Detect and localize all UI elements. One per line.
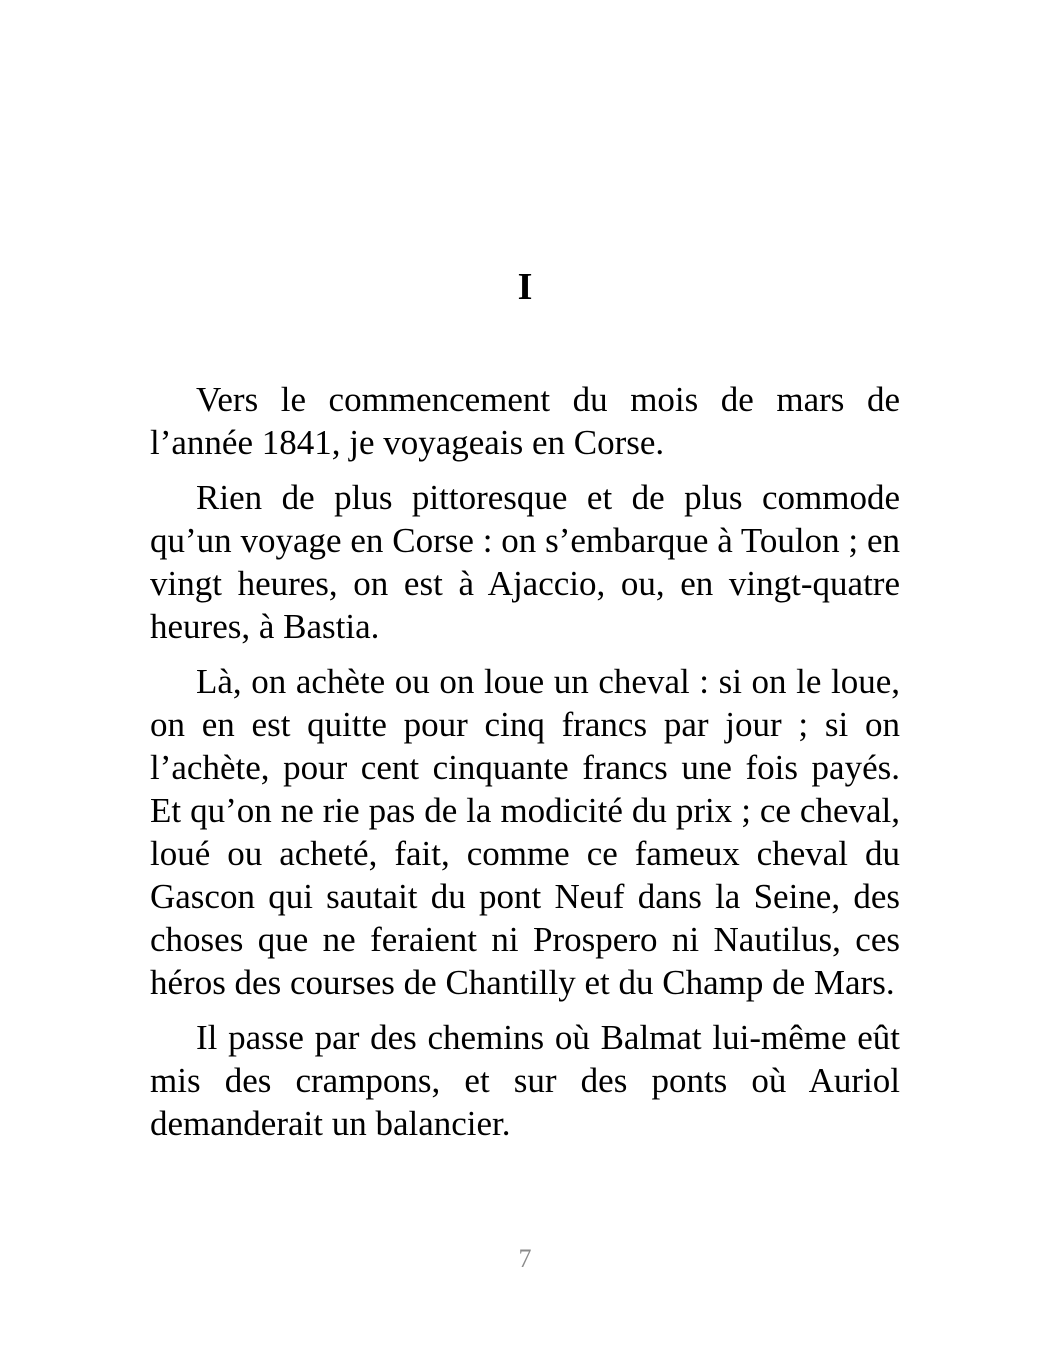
paragraph-3: Là, on achète ou on loue un cheval : si on le loue, on en est quitte pour cinq francs par jour ; si on l’achète, pour cent cinquante francs une fois payés. Et qu’on ne rie pas de la modicité du prix ; ce cheval, loué ou acheté, fait, comme ce fameux cheval du Gascon qui sautait du pont Neuf dans la Seine, des choses que ne feraient ni Prospero ni Nautilus, ces héros des courses de Chantilly et du Champ de Mars. [150,662,900,1002]
paragraph-2: Rien de plus pittoresque et de plus commode qu’un voyage en Corse : on s’embarque à Toulon ; en vingt heures, on est à Ajaccio, ou, en vingt-quatre heures, à Bastia. [150,478,900,646]
paragraph-4: Il passe par des chemins où Balmat lui-même eût mis des crampons, et sur des ponts où Auriol demanderait un balancier. [150,1018,900,1143]
body-text [150,378,900,1157]
page-number: 7 [518,1244,532,1273]
chapter-title: I [517,266,533,308]
paragraph-1: Vers le commencement du mois de mars de l’année 1841, je voyageais en Corse. [150,380,900,462]
